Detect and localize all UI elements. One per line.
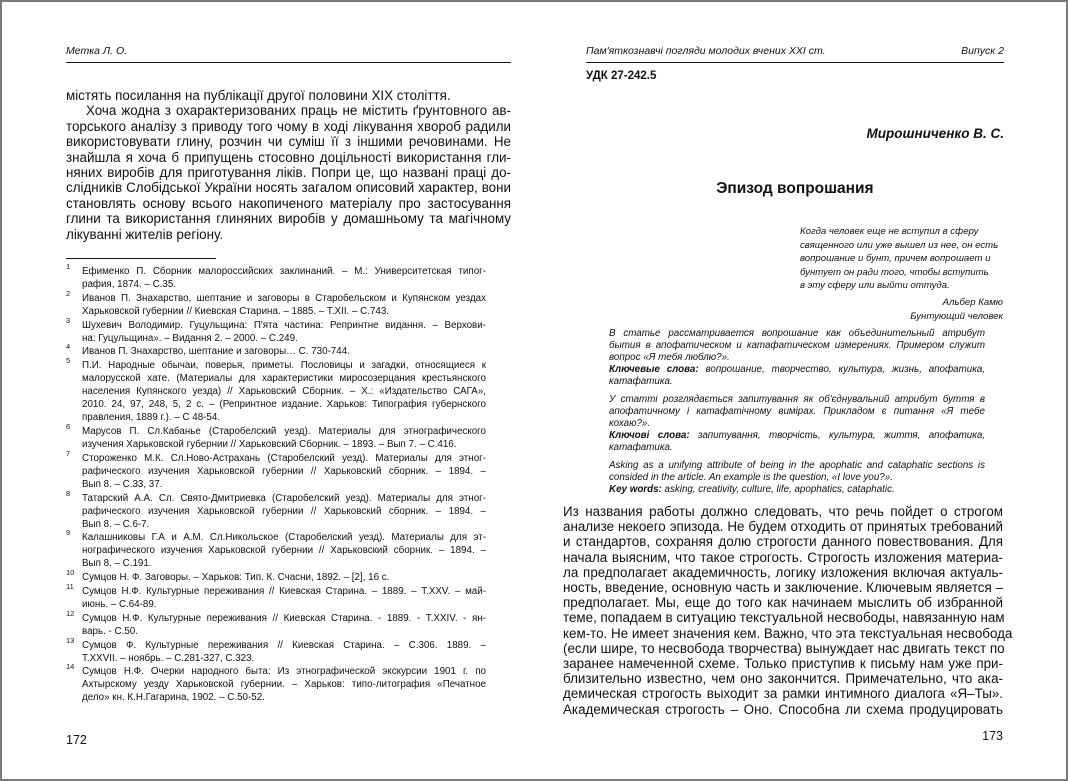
- footnote-line: нографического изучения Харьковской губернии // Харьковский сборник. – 1894. –: [82, 545, 486, 557]
- running-head-right: Пам'яткознавчі погляди молодих вчених XXI ст.: [586, 45, 826, 57]
- footnotes: [66, 262, 486, 705]
- text-line: Академическая строгость – Оно. Способна ли схема продуцировать: [563, 701, 1003, 717]
- footnote-line: Иванов П. Знахарство, шептание и заговоры… С. 730-744.: [82, 346, 350, 358]
- footnote-line: Шухевич Володимир. Гуцульщина: П'ята частина: Репринтне видання. – Верхови-: [82, 319, 486, 331]
- text-line: теме, попадаем в ситуацию текстуальной несвободы, навязанную нам: [563, 610, 1005, 626]
- footnote-line: рафического изучения Харьковской губернии // Харьковский сборник. – 1894. –: [82, 465, 486, 477]
- text-line: знайшла я хоча б припущень стосовно доцільності використання гли-: [66, 149, 511, 165]
- abstract-text: Asking as a unifying attribute of being in the apophatic and cataphatic sections is consided in the article. An example is the question, «I love you?».: [609, 460, 985, 483]
- footnote-line: рафического изучения Харьковской губернии // Харьковский сборник. – 1894. –: [82, 505, 486, 517]
- footnote: [66, 448, 486, 491]
- abstract-text: В статье рассматривается вопрошание как объединительный атрибут бытия в апофатическом и катафатическом измерениях. Примером служит вопрос «Я тебя люблю?».: [609, 328, 985, 363]
- footnote-line: рафия, 1874. – С.35.: [82, 279, 177, 290]
- footnote-line: Вып 8. – С.6-7.: [82, 518, 150, 530]
- footnote-number: 13: [66, 635, 75, 645]
- footnote-line: Марусов П. Сл.Кабанье (Старобелский уезд). Материалы для этнографического: [82, 425, 486, 437]
- epigraph-line: вопрошание и бунт, причем вопрошает и: [800, 253, 991, 265]
- footnote-line: Харьковской губернии // Киевская Старина. – 1885. – Т.XII. – С.743.: [82, 305, 390, 317]
- footnote-line: 2010. 24, 97, 248, 5, 2 с. – (Репринтное издание. Харьков: Типография губернского: [82, 399, 486, 411]
- abstract-paragraph: [609, 394, 985, 454]
- footnote: [66, 315, 486, 345]
- header-rule: [586, 62, 1004, 63]
- abstracts: [609, 328, 985, 496]
- text-line: ность, введение, основную часть и заключение. Ключевым является –: [563, 580, 1003, 596]
- footnote-number: 8: [66, 488, 71, 498]
- right-column: [563, 328, 1013, 743]
- text-line: слідників Слобідської України носять загалом описовий характер, вони: [66, 180, 511, 196]
- epigraph-attribution: [910, 296, 1003, 324]
- keywords-label: Ключевые слова:: [609, 364, 699, 375]
- body-text: [563, 504, 1013, 717]
- keywords: [609, 484, 985, 496]
- keywords: [609, 364, 985, 388]
- abstract-paragraph: [609, 328, 985, 388]
- text-line: кем-то. Не имеет значения кем. Важно, что эта текстуальная несвобода: [563, 625, 1013, 641]
- text-line: (если шире, то несвобода творчества) вынуждает нас двигать текст по: [563, 640, 1005, 656]
- text-line: містять посилання на публікації другої половини XIX століття.: [66, 88, 451, 103]
- footnote-line: июнь. – С.64-89.: [82, 598, 157, 610]
- footnote: [66, 262, 486, 291]
- text-line: використовувати глину, розчин чи суміш її з іншими речовинами. Не: [66, 134, 511, 150]
- footnote: [66, 356, 486, 424]
- footnote-separator: [66, 258, 216, 259]
- abstract-paragraph: [609, 460, 985, 496]
- footnote-number: 4: [66, 342, 71, 352]
- text-line: торського аналізу з приводу того чому в ході лікування хвороб радили: [66, 118, 511, 134]
- text-line: начала выясним, что такое строгость. Строгость изложения материа-: [563, 549, 1003, 565]
- footnote: [66, 342, 486, 358]
- keywords-label: Key words:: [609, 484, 662, 495]
- footnote-number: 2: [66, 288, 71, 298]
- footnote-line: Вып 8. – С.33, 37.: [82, 478, 163, 490]
- footnote-line: Т.XXVII. – ноябрь. – С.281-327, С.323.: [82, 652, 255, 664]
- text-line: глини та використання глиняних виробів у домашньому та магічному: [66, 211, 511, 227]
- footnote: [66, 568, 486, 584]
- footnote-line: Калашниковы Г.А и А.М. Сл.Никольское (Старобелский уезд). Материалы для эт-: [82, 532, 486, 544]
- epigraph-line: священного или уже вышел из нее, он есть: [800, 239, 999, 251]
- footnote-line: малорусской хате. (Материалы для характеристики миросозерцания крестьянского: [82, 373, 486, 385]
- text-line: няних виробів для приготування ліків. Попри це, що названі праці до-: [66, 165, 511, 181]
- footnote: [66, 608, 486, 638]
- keywords-list: asking, creativity, culture, life, apophatics, cataphatic.: [661, 484, 895, 495]
- text-line: ла предполагает академичность, логику изложения включая актуаль-: [563, 564, 1003, 580]
- footnote-line: на: Гуцульщина». – Видання 2. – 2000. – С.249.: [82, 332, 298, 344]
- article-title: Эпизод вопрошания: [716, 180, 874, 197]
- footnote-line: Сумцов Н. Ф. Заговоры. – Харьков: Тип. К. Счасни, 1892. – [2], 16 с.: [82, 572, 390, 584]
- page-number-left: 172: [66, 733, 87, 747]
- footnote-line: Ефименко П. Сборник малороссийских заклинаний. – М.: Университетская типог-: [82, 266, 486, 277]
- epigraph-line: Когда человек еще не вступил в сферу: [800, 226, 979, 237]
- body-text: [66, 88, 511, 242]
- abstract-text: У статті розглядається запитування як об'єднувальний атрибут буття в апофатичному і катафатічному вимірах. Прикладом є питання «Я тебе кохаю?».: [609, 394, 985, 429]
- page-number-right: 173: [982, 728, 1003, 743]
- footnote: [66, 528, 486, 570]
- header-rule: [66, 62, 511, 63]
- footnote: [66, 488, 486, 531]
- footnote-number: 1: [66, 262, 71, 271]
- footnote-line: Стороженко М.К. Сл.Ново-Астрахань (Старобелский уезд). Материалы для этног-: [82, 452, 486, 464]
- keywords-list: запитування, творчість, культура, життя, апофатика, катафатика.: [609, 430, 985, 453]
- text-line: лікуванні жителів регіону.: [66, 226, 224, 242]
- footnote-line: изучения Харьковской губернии // Харьковский Сборник. – 1893. – Вып 7. – С.416.: [82, 438, 457, 450]
- footnote: [66, 635, 486, 665]
- footnote-number: 5: [66, 356, 71, 366]
- issue-label: Випуск 2: [961, 45, 1004, 57]
- epigraph: [800, 225, 998, 293]
- footnote-line: Сумцов Н.Ф. Культурные переживания // Киевская Старина. - 1889. - Т.XXIV. - ян-: [82, 612, 486, 624]
- footnote: [66, 581, 486, 611]
- footnote-number: 3: [66, 315, 71, 325]
- text-line: анализе некоего эпизода. Не будем отходить от принятых требований: [563, 519, 1003, 535]
- footnote-line: Иванов П. Знахарство, шептание и заговоры в Старобельском и Купянском уездах: [82, 292, 486, 304]
- footnote: [66, 662, 486, 704]
- footnote-number: 12: [66, 608, 75, 618]
- footnote-line: дело» кн. К.Н.Гагарина, 1902. – С.50-52.: [82, 692, 265, 704]
- text-line: Из названия работы должно следовать, что речь пойдет о строгом: [563, 504, 1003, 519]
- epigraph-line: бунтует он ради того, чтобы вступить: [800, 266, 989, 278]
- author: Мирошниченко В. С.: [866, 126, 1004, 141]
- footnote-line: правления, 1889 г.). – С 48-54.: [82, 412, 221, 424]
- keywords: [609, 430, 985, 454]
- epigraph-author: Альбер Камю: [942, 297, 1003, 308]
- footnote-number: 9: [66, 528, 71, 538]
- footnote-line: Сумцов Ф. Культурные переживания // Киевская Старина. – С.306. 1889. –: [82, 639, 486, 651]
- footnote-number: 6: [66, 421, 71, 431]
- text-line: демическая строгость выходит за рамки интимного диалога «Я–Ты».: [563, 686, 1003, 702]
- footnote-line: Татарский А.А. Сл. Свято-Дмитриевка (Старобелский уезд). Материалы для этног-: [82, 492, 486, 504]
- udk-code: УДК 27-242.5: [586, 70, 657, 82]
- footnote-line: П.И. Народные обычаи, поверья, приметы. Пословицы и загадки, относящиеся к: [82, 360, 486, 372]
- text-line: заранее намеченной схеме. Только приступив к письму нам уже при-: [563, 656, 1003, 672]
- text-line: близительно известно, чем оно закончится. Примечательно, что ака-: [563, 671, 1003, 687]
- keywords-list: вопрошание, творчество, культура, жизнь, апофатика, катафатика.: [609, 364, 985, 387]
- footnote: [66, 421, 486, 451]
- footnote-line: Ахтырскому уезду Харьковской губернии. – Харьков: типо-литография «Печатное: [82, 679, 486, 691]
- footnote: [66, 288, 486, 318]
- footnote-line: Сумцов Н.Ф. Культурные переживания // Киевская Старина. – 1889. – Т.XXV. – май-: [82, 585, 486, 597]
- text-line: Хоча жодна з охарактеризованих праць не містить ґрунтовного ав-: [86, 103, 511, 119]
- keywords-label: Ключові слова:: [609, 430, 690, 441]
- footnote-number: 14: [66, 662, 75, 672]
- footnote-line: Вып 8. – С.191.: [82, 558, 152, 570]
- footnote-line: населения Купянского уезда) // Харьковский Сборник. – Х.: «Издательство САГА»,: [82, 386, 486, 398]
- text-line: и стандартов, сохраняя долю строгости данного повествования. Для: [563, 534, 1003, 550]
- footnote-number: 7: [66, 448, 71, 458]
- footnote-line: варь. - С.50.: [82, 625, 138, 637]
- text-line: предполагает. Мы, еще до того как начинаем мыслить об избранной: [563, 595, 1003, 611]
- footnote-line: Сумцов Н.Ф. Очерки народного быта: Из этнографической экскурсии 1901 г. по: [82, 666, 486, 678]
- footnote-number: 10: [66, 568, 75, 578]
- text-line: становлять основу всього накопиченого матеріалу про застосування: [66, 195, 511, 211]
- epigraph-line: в эту сферу или выйти оттуда.: [800, 280, 950, 292]
- footnote-number: 11: [66, 581, 74, 591]
- running-head-left: Метка Л. О.: [66, 45, 128, 57]
- epigraph-source: Бунтующий человек: [910, 311, 1003, 322]
